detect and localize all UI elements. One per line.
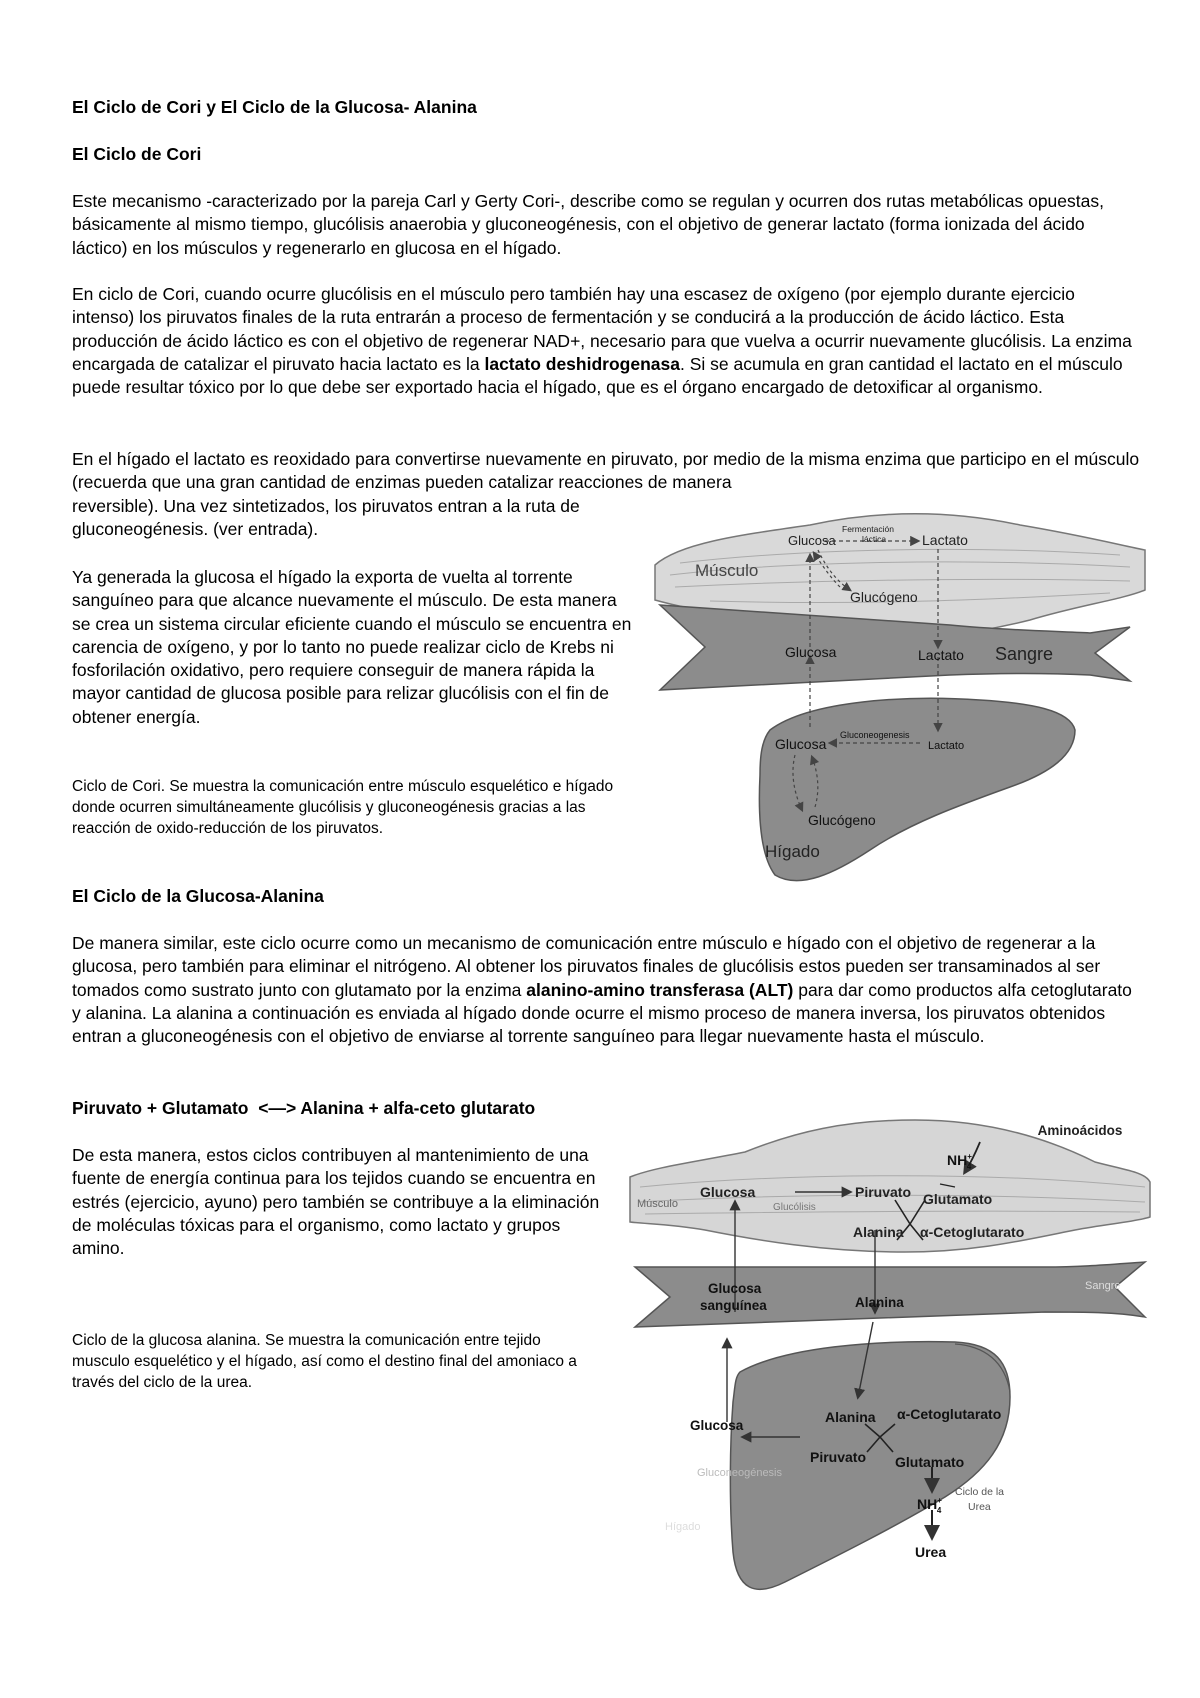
liver-shape-2 <box>730 1342 1010 1590</box>
transamination-equation: Piruvato + Glutamato <—> Alanina + alfa-ceto glutarato <box>72 1098 536 1118</box>
label-ciclo-urea-1: Ciclo de la <box>955 1486 1005 1498</box>
cori-paragraph-2 <box>72 283 1142 399</box>
label-higado-2: Hígado <box>665 1521 701 1533</box>
alanina-paragraph-2: De esta manera, estos ciclos contribuyen al mantenimiento de una fuente de energía continua para los tejidos cuando se encuentra en estrés (ejercicio, ayuno) pero también se contribuye a la eliminación de moléculas tóxicas para el organismo, como lactato y grupos amino. <box>72 1145 600 1259</box>
label-glucolisis: Glucólisis <box>773 1202 816 1213</box>
alanina-paragraph-1-text-a: De manera similar, este ciclo ocurre como un mecanismo de comunicación entre músculo e hígado con el objetivo de regenerar a la glucosa, pero también para eliminar el nitrógeno. Al obtener los piruvatos finales de glucólisis estos pueden ser transaminados al ser tomados como sustrato junto con glutamato por la enzima <box>72 933 1101 1000</box>
label-lactica: láctica <box>862 534 887 544</box>
cori-paragraph-2-text-a: En ciclo de Cori, cuando ocurre glucólisis en el músculo pero también hay una escasez de oxígeno (por ejemplo durante ejercicio intenso) los piruvatos finales de la ruta entrarán a proceso de fermentación y se conducirá a la producción de ácido láctico. Esta producción de ácido láctico es con el objetivo de regenerar NAD+, necesario para que vuelva a ocurrir nuevamente glucólisis. La enzima encargada de catalizar el piruvato hacia lactato es la <box>72 284 1132 374</box>
label-glucosa-sanguinea-1: Glucosa <box>708 1281 762 1296</box>
label-glucosa-muscle: Glucosa <box>788 533 836 548</box>
label-glucosa-blood: Glucosa <box>785 644 837 660</box>
cori-cycle-figure <box>650 505 1150 890</box>
label-sangre: Sangre <box>995 644 1054 664</box>
label-musculo-2: Músculo <box>637 1198 678 1210</box>
label-gluconeogenesis: Gluconeogenesis <box>840 730 910 740</box>
label-alanina-muscle: Alanina <box>853 1224 904 1240</box>
label-nh4-top: NH+ 4 <box>947 1152 972 1171</box>
label-lactato-liver: Lactato <box>928 740 965 752</box>
label-higado: Hígado <box>765 842 820 861</box>
alt-enzyme-term: alanino-amino transferasa (ALT) <box>526 979 794 1000</box>
label-glucogeno-liver: Glucógeno <box>808 812 876 828</box>
cori-paragraph-3: En el hígado el lactato es reoxidado para convertirse nuevamente en piruvato, por medio de la misma enzima que participo en el músculo (recuerda que una gran cantidad de enzimas pueden catalizar reacciones de manera <box>72 449 1140 493</box>
label-lactato-blood: Lactato <box>918 647 964 663</box>
label-alanina-blood: Alanina <box>855 1295 904 1310</box>
label-glutamato-liver: Glutamato <box>895 1454 965 1470</box>
glucose-alanine-cycle-figure <box>625 1112 1155 1612</box>
label-piruvato-liver: Piruvato <box>810 1449 867 1465</box>
cori-heading: El Ciclo de Cori <box>72 144 202 164</box>
alanina-heading: El Ciclo de la Glucosa-Alanina <box>72 886 324 906</box>
label-nh4-bottom: NH+ 4 <box>917 1496 942 1515</box>
label-cetoglutarato-liver: α-Cetoglutarato <box>897 1406 1002 1422</box>
label-lactato-muscle: Lactato <box>922 532 968 548</box>
cori-figure-caption: Ciclo de Cori. Se muestra la comunicación entre músculo esquelético e hígado donde ocurren simultáneamente glucólisis y gluconeogénesis gracias a las reacción de oxido-reducción de los piruvatos. <box>72 778 614 837</box>
label-piruvato-muscle: Piruvato <box>855 1184 912 1200</box>
cori-paragraph-2-text-b: . Si se acumula en gran cantidad el lactato en el músculo puede resultar tóxico por lo que debe ser exportado hacia el hígado, que es el órgano encargado de detoxificar al organismo. <box>72 353 1123 398</box>
label-glucosa-liver: Glucosa <box>775 736 827 752</box>
lactato-deshidrogenasa-term: lactato deshidrogenasa <box>484 353 680 374</box>
alanina-paragraph-1-text-b: para dar como productos alfa cetoglutarato y alanina. La alanina a continuación es enviada al hígado donde ocurre el mismo proceso de manera inversa, los piruvatos obtenidos entran a gluconeogénesis con el objetivo de enviarse al torrente sanguíneo para llegar nuevamente hasta el músculo. <box>72 979 1132 1047</box>
cori-paragraph-1: Este mecanismo -caracterizado por la pareja Carl y Gerty Cori-, describe como se regulan y ocurren dos rutas metabólicas opuestas, básicamente al mismo tiempo, glucólisis anaerobia y gluconeogénesis, con el objetivo de generar lactato (forma ionizada del ácido láctico) en los músculos y regenerarlo en glucosa en el hígado. <box>72 191 1104 258</box>
label-sangre-2: Sangre <box>1085 1280 1121 1292</box>
label-glucosa-liver-2: Glucosa <box>690 1418 744 1433</box>
cori-paragraph-4: Ya generada la glucosa el hígado la exporta de vuelta al torrente sanguíneo para que alcance nuevamente el músculo. De esta manera se crea un sistema circular eficiente cuando el músculo se encuentra en carencia de oxígeno, y por lo tanto no puede realizar ciclo de Krebs ni fosforilación oxidativo, pero requiere conseguir de manera rápida la mayor cantidad de glucosa posible para relizar glucólisis con el fin de obtener energía. <box>72 567 632 727</box>
document-title: El Ciclo de Cori y El Ciclo de la Glucosa- Alanina <box>72 97 477 117</box>
alanina-figure-caption: Ciclo de la glucosa alanina. Se muestra la comunicación entre tejido musculo esquelético y el hígado, así como el destino final del amoniaco a través del ciclo de la urea. <box>72 1332 577 1391</box>
label-glucosa-sanguinea-2: sanguínea <box>700 1298 767 1313</box>
alanina-paragraph-1 <box>72 932 1142 1048</box>
label-glucogeno-muscle: Glucógeno <box>850 589 918 605</box>
label-urea: Urea <box>915 1544 947 1560</box>
label-glutamato-muscle: Glutamato <box>923 1191 993 1207</box>
cori-paragraph-3-continued: reversible). Una vez sintetizados, los piruvatos entran a la ruta de gluconeogénesis. (ver entrada). <box>72 496 580 540</box>
label-musculo: Músculo <box>695 561 759 580</box>
label-gluconeogenesis-2: Gluconeogénesis <box>697 1467 783 1479</box>
label-fermentacion: Fermentación <box>842 524 894 534</box>
label-cetoglutarato-muscle: α-Cetoglutarato <box>920 1224 1025 1240</box>
label-alanina-liver: Alanina <box>825 1409 876 1425</box>
label-glucosa-muscle-2: Glucosa <box>700 1184 756 1200</box>
label-aminoacidos: Aminoácidos <box>1037 1123 1123 1138</box>
label-ciclo-urea-2: Urea <box>968 1501 991 1513</box>
